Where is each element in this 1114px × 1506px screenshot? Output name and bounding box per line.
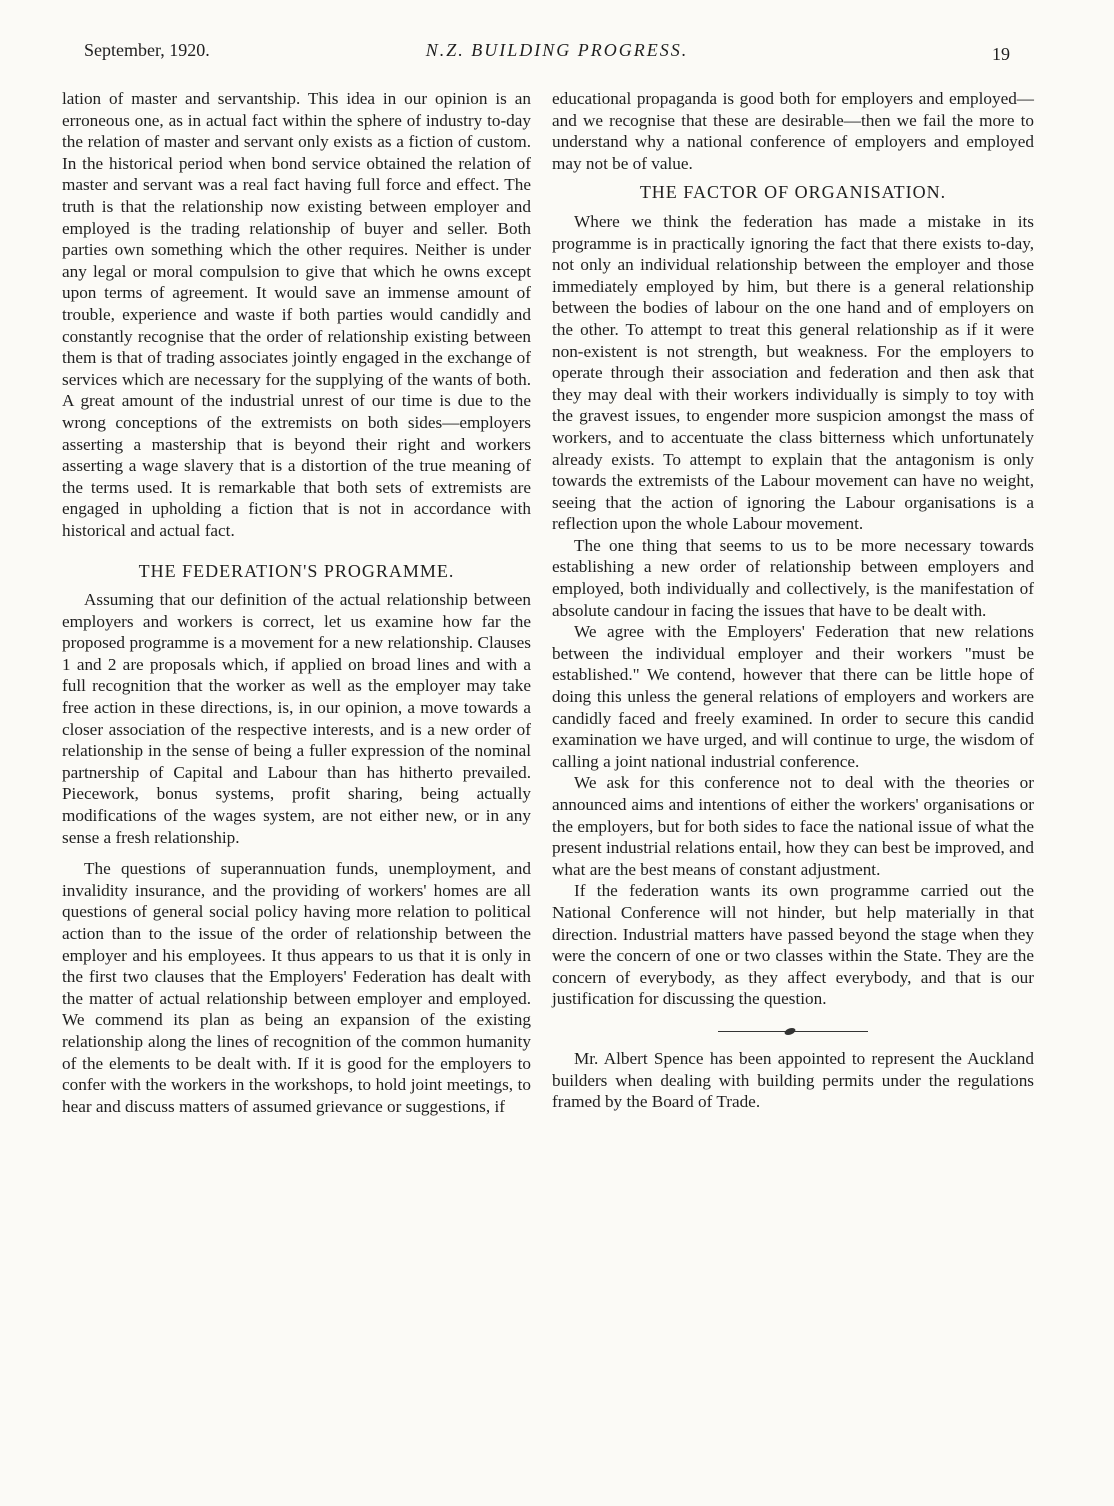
section-heading-federation-programme: THE FEDERATION'S PROGRAMME. — [138, 561, 455, 582]
paragraph: We agree with the Employers' Federation that new relations between the individual employer and their workers "must be established." We contend, however that there can be little hope of doing this unless the general relations of employers and workers are candidly faced and freely examined. In order to secure this candid examination we have urged, and will continue to urge, the wisdom of calling a joint national industrial conference. — [552, 622, 1034, 771]
paragraph: educational propaganda is good both for employers and employed—and we recognise that these are desirable—then we fail the more to understand why a national conference of employers and employed may not be of value. — [552, 89, 1034, 173]
issue-date: September, 1920. — [84, 40, 210, 60]
divider-ornament-icon — [783, 1028, 797, 1035]
section-heading-factor-of-organisation: THE FACTOR OF ORGANISATION. — [639, 182, 947, 203]
left-column — [62, 88, 531, 1117]
publication-title: N.Z. BUILDING PROGRESS. — [425, 40, 689, 60]
news-note: Mr. Albert Spence has been appointed to represent the Auckland builders when dealing with building permits under the regulations framed by the Board of Trade. — [552, 1048, 1034, 1112]
paragraph: We ask for this conference not to deal with the theories or announced aims and intentions of either the workers' organisations or the employers, but for both sides to face the national issue of what the present industrial relations entail, how they can best be improved, and what are the best means of constant adjustment. — [552, 773, 1034, 879]
paragraph: Where we think the federation has made a mistake in its programme is in practically ignoring the fact that there exists to-day, not only an individual relationship between the employer and those immediately employed by him, but there is a general relationship between the bodies of labour on the one hand and of employers on the other. To attempt to treat this general relationship as if it were non-existent is not strength, but weakness. For the employers to operate through their association and federation and then ask that they may deal with their workers individually is simply to toy with the gravest issues, to engender more suspicion amongst the mass of workers, and to accentuate the class bitterness which unfortunately already exists. To attempt to explain that the antagonism is only towards the extremists of the Labour movement can have no weight, seeing that the action of ignoring the Labour organisations is a reflection upon the whole Labour movement. — [552, 211, 1034, 534]
paragraph: The one thing that seems to us to be more necessary towards establishing a new order of relationship between employers and employed, both individually and collectively, is the manifestation of absolute candour in facing the issues that have to be dealt with. — [552, 535, 1034, 620]
paragraph: Assuming that our definition of the actual relationship between employers and workers is correct, let us examine how far the proposed programme is a movement for a new relationship. Clauses 1 and 2 are proposals which, if applied on broad lines and with a full recognition that the worker as well as the employer may take free action in these directions, is, in our opinion, a move towards a closer association of the respective interests, and is a new order of relationship in the sense of being a fuller expression of the nominal partnership of Capital and Labour than has hitherto prevailed. Piecework, bonus systems, profit sharing, being actually modifications of the wages system, are not either new, or in any sense a fresh relationship. — [62, 590, 531, 847]
paragraph: If the federation wants its own programme carried out the National Conference will not hinder, but help materially in that direction. Industrial matters have passed beyond the stage when they were the concern of one or two classes within the State. They are the concern of everybody, as they affect everybody, and that is our justification for discussing the question. — [552, 881, 1034, 1009]
right-column — [552, 88, 1034, 1113]
paragraph: lation of master and servantship. This idea in our opinion is an erroneous one, as in actual fact within the sphere of industry to-day the relation of master and servant only exists as a fiction of custom. In the historical period when bond service obtained the relation of master and servant was a real fact having full force and effect. The truth is that the relationship now existing between employer and employed is the trading relationship of buyer and seller. Both parties own something which the other requires. Neither is under any legal or moral compulsion to give that which he owns except upon terms of agreement. It would save an immense amount of trouble, experience and waste if both parties would candidly and constantly recognise that the order of relationship existing between them is that of trading associates jointly engaged in the exchange of services which are necessary for the supplying of the wants of both. A great amount of the industrial unrest of our time is due to the wrong conceptions of the extremists on both sides—employers asserting a mastership that is beyond their right and workers asserting a wage slavery that is a distortion of the true meaning of the terms used. It is remarkable that both sets of extremists are engaged in upholding a fiction that is not in accordance with historical and actual fact. — [62, 89, 531, 540]
paragraph: The questions of superannuation funds, unemployment, and invalidity insurance, and the providing of workers' homes are all questions of general social policy having more relation to political action than to the issue of the order of relationship between the employer and his employees. It thus appears to us that it is only in the first two clauses that the Employers' Federation has dealt with the matter of actual relationship between employer and employed. We commend its plan as being an expansion of the existing relationship along the lines of recognition of the common humanity of the elements to be dealt with. If it is good for the employers to confer with the workers in the workshops, to hold joint meetings, to hear and discuss matters of assumed grievance or suggestions, if — [62, 859, 531, 1116]
page-number: 19 — [992, 44, 1010, 64]
ornamental-divider — [718, 1028, 868, 1036]
page-header — [0, 40, 1114, 74]
